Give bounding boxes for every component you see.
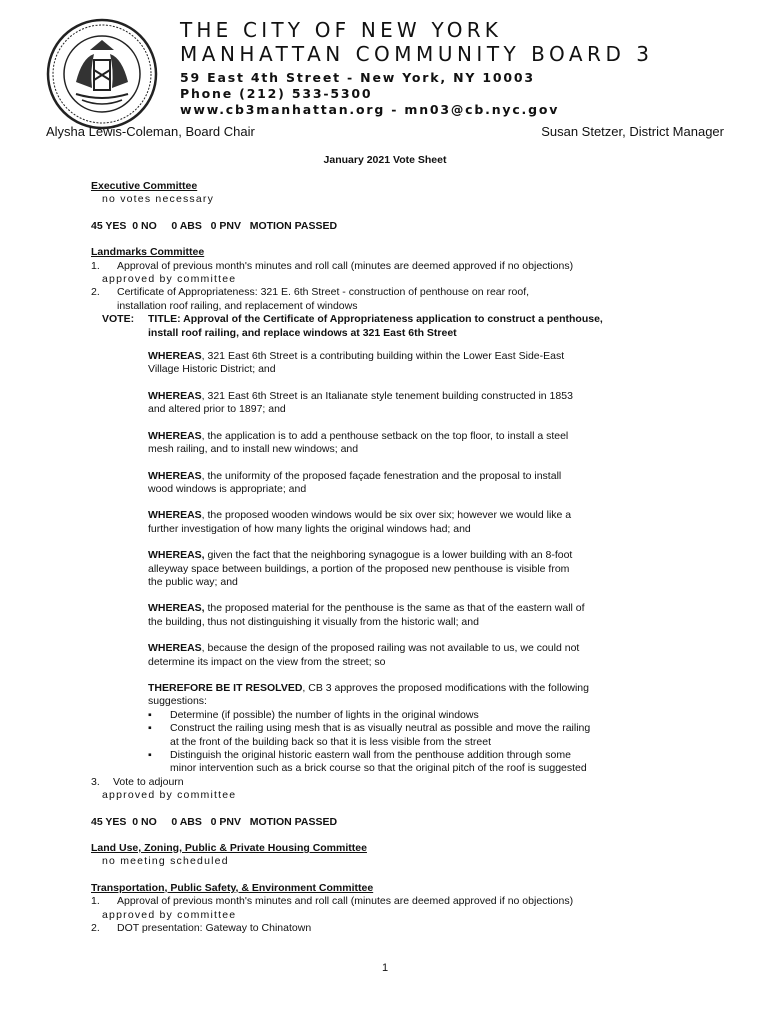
landmarks-heading: Landmarks Committee (91, 246, 205, 259)
suggestion-3: ▪ Distinguish the original historic eastern wall from the penthouse addition through some minor intervention such as a brick course so that the original pitch of the roof is suggested (148, 749, 587, 775)
executive-note: no votes necessary (102, 193, 215, 206)
vote-title-line-2: install roof railing, and replace windows at 321 East 6th Street (148, 326, 457, 339)
transport-item-1-note: approved by committee (102, 908, 237, 921)
whereas-word: WHEREAS (148, 429, 202, 442)
transport-heading: Transportation, Public Safety, & Environment Committee (91, 881, 374, 894)
bullet-icon: ▪ (148, 722, 152, 735)
whereas-6: WHEREAS, given the fact that the neighboring synagogue is a lower building with an 8-foot alleyway space between buildings, a portion of the proposed new penthouse is visible from the public way; and (148, 549, 573, 588)
whereas-2: WHEREAS, 321 East 6th Street is an Italianate style tenement building constructed in 1853 and altered prior to 1897; and (148, 389, 573, 416)
landmarks-item-1-note: approved by committee (102, 273, 237, 286)
whereas-word: WHEREAS (148, 350, 202, 363)
item-number: 3. (91, 775, 100, 788)
district-manager: Susan Stetzer, District Manager (541, 124, 724, 139)
item-number: 2. (91, 286, 100, 299)
executive-tally: 45 YES 0 NO 0 ABS 0 PNV MOTION PASSED (91, 219, 338, 232)
item-text: Approval of previous month's minutes and roll call (minutes are deemed approved if no objections) (117, 895, 574, 908)
transport-item-2 (91, 922, 691, 935)
city-title: THE CITY OF NEW YORK (180, 18, 503, 42)
landmarks-item-3 (91, 776, 691, 789)
whereas-5: WHEREAS, the proposed wooden windows would be six over six; however we would like a further investigation of how many lights the original windows had; and (148, 509, 572, 535)
item-text: Approval of previous month's minutes and roll call (minutes are deemed approved if no objections) (117, 259, 574, 272)
whereas-4: WHEREAS, the uniformity of the proposed façade fenestration and the proposal to install wood windows is appropriate; and (148, 469, 562, 495)
whereas-1: WHEREAS, 321 East 6th Street is a contributing building within the Lower East Side-East Village Historic District; and (148, 350, 565, 376)
whereas-word: WHEREAS (148, 509, 202, 522)
whereas-word: WHEREAS, (148, 549, 205, 562)
item-text: Certificate of Appropriateness: 321 E. 6th Street - construction of penthouse on rear roof, (117, 286, 530, 299)
whereas-word: WHEREAS, (148, 602, 205, 615)
suggestion-2: ▪ Construct the railing using mesh that is as visually neutral as possible and move the railing at the front of the building back so that it is less visible from the street (148, 722, 591, 748)
executive-heading: Executive Committee (91, 180, 198, 192)
board-title: MANHATTAN COMMUNITY BOARD 3 (180, 42, 654, 66)
item-number: 2. (91, 922, 100, 935)
phone: Phone (212) 533-5300 (180, 86, 373, 101)
item-number: 1. (91, 259, 100, 272)
whereas-8: WHEREAS, because the design of the proposed railing was not available to us, we could not determine its impact on the view from the street; so (148, 642, 580, 668)
item-number: 1. (91, 895, 100, 908)
whereas-word: WHEREAS (148, 642, 202, 655)
vote-title (91, 313, 691, 340)
landmarks-item-2-cont: installation roof railing, and replacement of windows (117, 299, 358, 312)
doc-title: January 2021 Vote Sheet (323, 154, 447, 166)
transport-item-1 (91, 895, 691, 908)
item-text: Vote to adjourn (113, 775, 184, 788)
suggestion-1: ▪ Determine (if possible) the number of lights in the original windows (148, 708, 479, 721)
landuse-note: no meeting scheduled (102, 855, 229, 868)
resolved-word: THEREFORE BE IT RESOLVED (148, 681, 303, 694)
item-text: DOT presentation: Gateway to Chinatown (117, 922, 312, 935)
whereas-3: WHEREAS, the application is to add a penthouse setback on the top floor, to install a steel mesh railing, and to install new windows; and (148, 429, 569, 456)
board-chair: Alysha Lewis-Coleman, Board Chair (46, 124, 255, 139)
bullet-icon: ▪ (148, 708, 152, 721)
web-email[interactable]: www.cb3manhattan.org - mn03@cb.nyc.gov (180, 102, 560, 117)
resolved-clause: THEREFORE BE IT RESOLVED, CB 3 approves the proposed modifications with the following suggestions: (148, 681, 589, 708)
letterhead (180, 18, 653, 118)
landmarks-item-2 (91, 286, 691, 299)
landuse-heading: Land Use, Zoning, Public & Private Housing Committee (91, 842, 367, 855)
landmarks-tally: 45 YES 0 NO 0 ABS 0 PNV MOTION PASSED (91, 815, 338, 828)
bullet-icon: ▪ (148, 749, 152, 761)
vote-label: VOTE: (102, 313, 135, 326)
landmarks-item-3-note: approved by committee (102, 789, 237, 802)
whereas-word: WHEREAS (148, 469, 202, 482)
address: 59 East 4th Street - New York, NY 10003 (180, 70, 535, 85)
officers-line (46, 124, 724, 139)
landmarks-item-1 (91, 260, 691, 273)
vote-sheet-body (91, 180, 691, 935)
city-seal-icon (46, 18, 158, 130)
vote-title-line-1: TITLE: Approval of the Certificate of Appropriateness application to construct a penthouse, (148, 313, 603, 326)
whereas-word: WHEREAS (148, 389, 202, 402)
whereas-7: WHEREAS, the proposed material for the penthouse is the same as that of the eastern wall of the building, thus not distinguishing it visually from the historic wall; and (148, 602, 585, 628)
page-number: 1 (381, 962, 389, 974)
